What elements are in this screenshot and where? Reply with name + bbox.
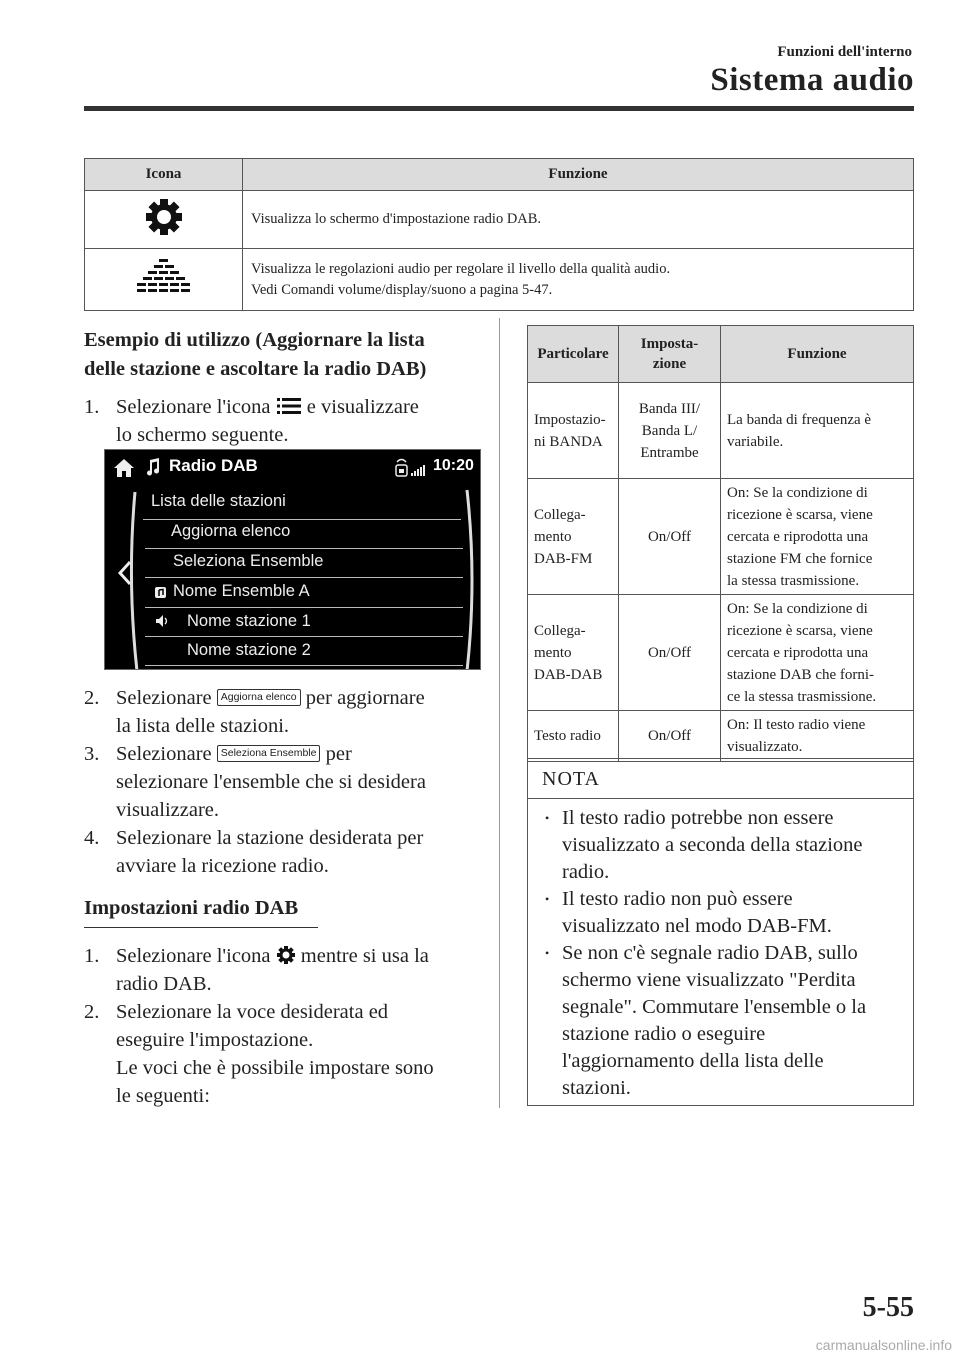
- gear-icon: [276, 945, 296, 965]
- gear-icon: [144, 197, 184, 237]
- settings-table: [527, 325, 914, 762]
- icon-table: [84, 158, 914, 311]
- bullet-icon: •: [545, 892, 550, 906]
- function-col-header: Funzione: [243, 159, 914, 191]
- step-1: 1. Selezionare l'icona e visualizzare lo schermo seguente.: [84, 396, 419, 446]
- list-item: • Il testo radio potrebbe non essere visualizzato a seconda della stazione radio.: [542, 805, 901, 886]
- list-item[interactable]: Nome stazione 1: [187, 612, 311, 630]
- speaker-icon: [155, 614, 169, 628]
- table-row: Collega- mento DAB-DAB On/Off On: Se la condizione di ricezione è scarsa, viene cercata e riprodotta una stazione DAB che forni- ce la stessa trasmissione.: [528, 595, 914, 711]
- radio-dab-screen: [104, 449, 481, 670]
- list-item[interactable]: Seleziona Ensemble: [173, 552, 324, 570]
- step-2: 2. Selezionare la voce desiderata ed eseguire l'impostazione. Le voci che è possibile impostare sono le seguenti:: [84, 1001, 434, 1107]
- table-row: Impostazio- ni BANDA Banda III/ Banda L/ Entrambe La banda di frequenza è variabile.: [528, 383, 914, 479]
- list-divider: [145, 577, 463, 578]
- clock-time: 10:20: [433, 457, 474, 474]
- nota-box: [527, 758, 914, 1106]
- screen-title: Radio DAB: [169, 456, 258, 475]
- page-title: Sistema audio: [710, 62, 914, 98]
- list-divider: [145, 665, 463, 666]
- bullet-icon: •: [545, 811, 550, 825]
- list-divider: [145, 607, 463, 608]
- bullet-icon: •: [545, 946, 550, 960]
- icon-table-header: [85, 159, 914, 191]
- table-row: [85, 191, 914, 249]
- list-icon: [276, 396, 302, 416]
- left-column: [84, 326, 484, 1110]
- table-row: [85, 249, 914, 311]
- icon-col-header: Icona: [85, 159, 243, 191]
- settings-steps: [84, 942, 484, 1110]
- list-item[interactable]: Nome stazione 2: [187, 641, 311, 659]
- ensemble-icon: [154, 585, 168, 599]
- table-row: Collega- mento DAB-FM On/Off On: Se la condizione di ricezione è scarsa, viene cercata e riprodotta una stazione FM che fornice la stessa trasmissione.: [528, 479, 914, 595]
- list-item[interactable]: Aggiorna elenco: [171, 522, 291, 540]
- seleziona-ensemble-button[interactable]: Seleziona Ensemble: [217, 745, 321, 762]
- list-divider: [145, 548, 463, 549]
- settings-table-header: Particolare Imposta- zione Funzione: [528, 326, 914, 383]
- section-label: Funzioni dell'interno: [777, 44, 912, 60]
- nota-list: [528, 799, 913, 1102]
- page-number: 5-55: [862, 1292, 914, 1323]
- step-1: 1. Selezionare l'icona mentre si usa la radio DAB.: [84, 945, 429, 995]
- list-divider: [143, 519, 461, 520]
- equalizer-icon: [135, 257, 193, 297]
- nota-title: NOTA: [528, 759, 913, 799]
- settings-heading: Impostazioni radio DAB: [84, 894, 484, 928]
- watermark: carmanualsonline.info: [815, 1337, 952, 1353]
- function-cell: Visualizza le regolazioni audio per regolare il livello della qualità audio. Vedi Comandi volume/display/suono a pagina 5-47.: [243, 249, 914, 311]
- list-divider: [145, 636, 463, 637]
- header-rule: [84, 106, 914, 111]
- step-4: 4. Selezionare la stazione desiderata per avviare la ricezione radio.: [84, 827, 424, 877]
- list-item: • Se non c'è segnale radio DAB, sullo schermo viene visualizzato "Perdita segnale". Commutare l'ensemble o la stazione radio o eseguire l'aggiornamento della lista delle stazioni.: [542, 940, 901, 1102]
- aggiorna-elenco-button[interactable]: Aggiorna elenco: [217, 689, 301, 706]
- icon-cell: [85, 249, 243, 311]
- list-item[interactable]: Lista delle stazioni: [151, 492, 286, 510]
- table-row: Testo radio On/Off On: Il testo radio viene visualizzato.: [528, 711, 914, 762]
- icon-cell: [85, 191, 243, 249]
- step-3: 3. Selezionare Seleziona Ensemble per selezionare l'ensemble che si desidera visualizzare.: [84, 743, 426, 821]
- list-item[interactable]: Nome Ensemble A: [173, 582, 310, 600]
- list-item: • Il testo radio non può essere visualizzato nel modo DAB-FM.: [542, 886, 901, 940]
- column-divider: [499, 318, 500, 1108]
- step-2: 2. Selezionare Aggiorna elenco per aggiornare la lista delle stazioni.: [84, 687, 425, 737]
- function-cell: Visualizza lo schermo d'impostazione radio DAB.: [243, 191, 914, 249]
- example-heading: Esempio di utilizzo (Aggiornare la lista delle stazione e ascoltare la radio DAB): [84, 329, 427, 380]
